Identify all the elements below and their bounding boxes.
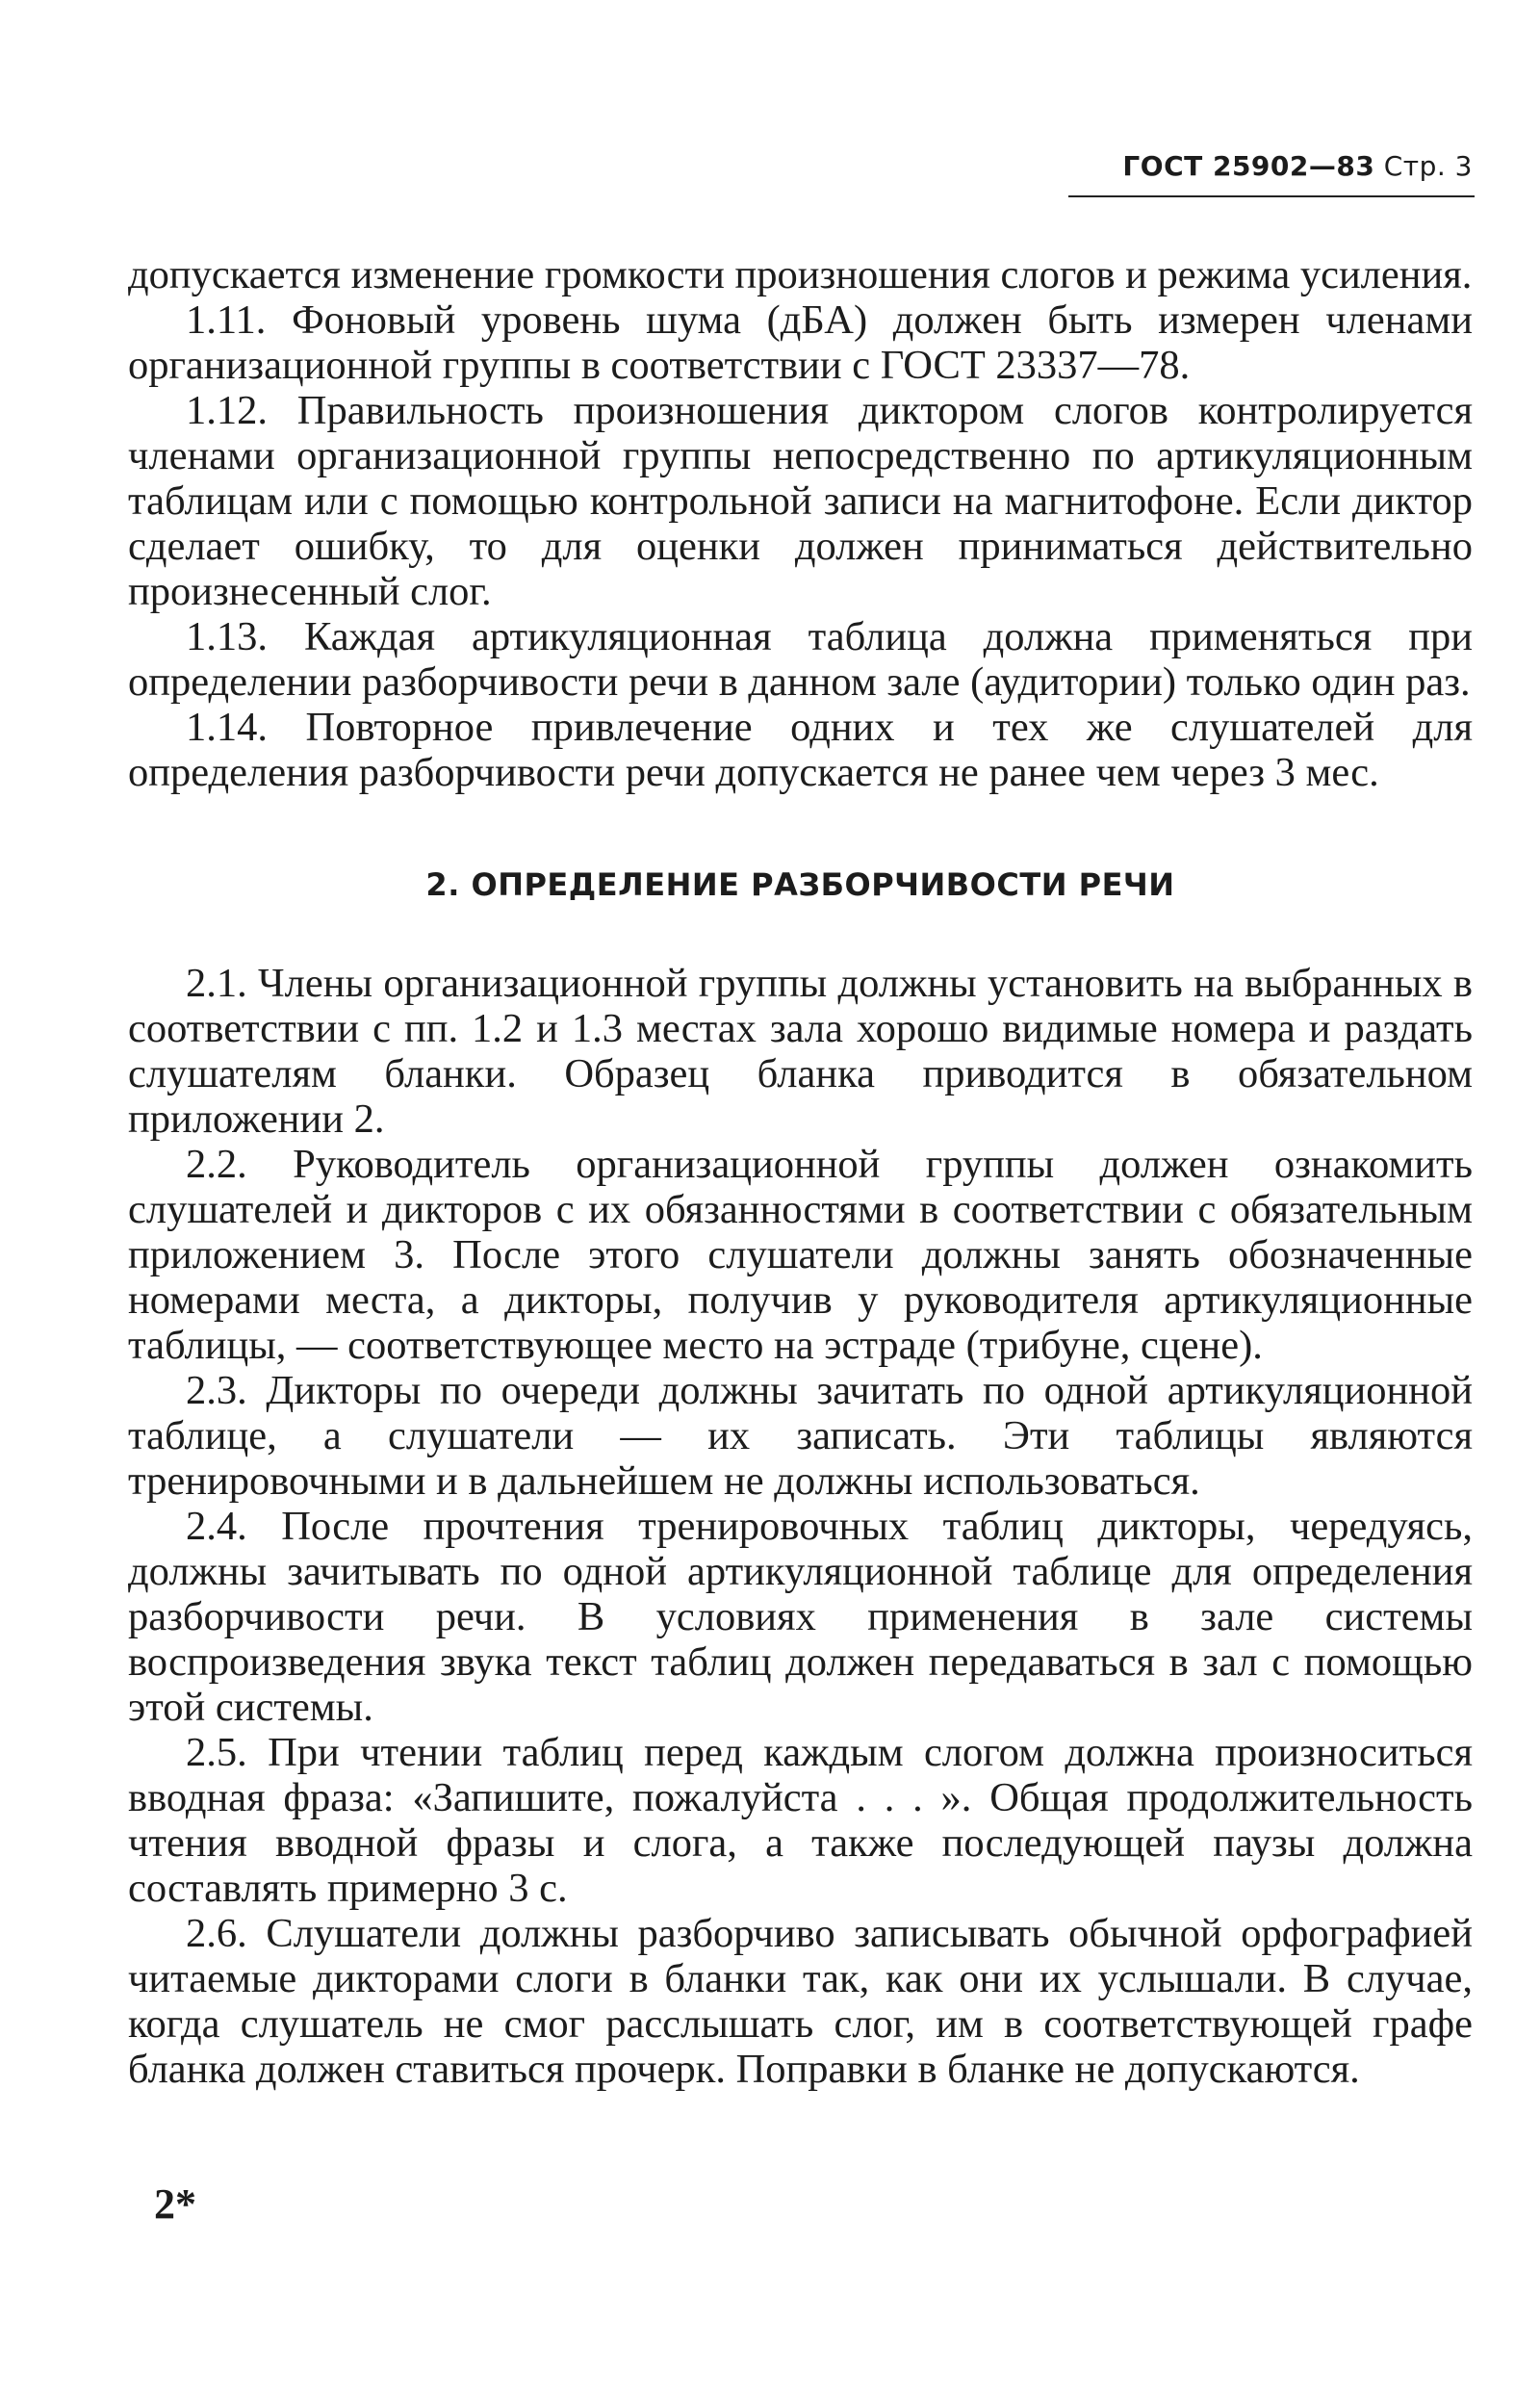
paragraph-2-5: 2.5. При чтении таблиц перед каждым слогом должна произноситься вводная фраза: «Запишите, пожалуйста . . . ». Общая продолжительность чтения вводной фразы и слога, а также последующей паузы должна составлять примерно 3 с. [128,1730,1473,1911]
paragraph-2-1: 2.1. Члены организационной группы должны установить на выбранных в соответствии с пп. 1.2 и 1.3 местах зала хорошо видимые номера и раздать слушателям бланки. Образец бланка приводится в обязательном приложении 2. [128,961,1473,1142]
signature-mark: 2* [154,2180,196,2228]
paragraph-2-3: 2.3. Дикторы по очереди должны зачитать по одной артикуляционной таблице, а слушатели — их записать. Эти таблицы являются тренировочными и в дальнейшем не должны использоваться. [128,1368,1473,1504]
paragraph-2-6: 2.6. Слушатели должны разборчиво записывать обычной орфографией читаемые дикторами слоги в бланки так, как они их услышали. В случае, когда слушатель не смог расслышать слог, им в соответствующей графе бланка должен ставиться прочерк. Поправки в бланке не допускаются. [128,1911,1473,2092]
paragraph-2-2: 2.2. Руководитель организационной группы должен ознакомить слушателей и дикторов с их обязанностями в соответствии с обязательным приложением 3. После этого слушатели должны занять обозначенные номерами места, а дикторы, получив у руководителя артикуляционные таблицы, — соответствующее место на эстраде (трибуне, сцене). [128,1142,1473,1368]
paragraph-continuation: допускается изменение громкости произношения слогов и режима усиления. [128,252,1473,297]
header-rule [1068,195,1475,197]
section-title: 2. ОПРЕДЕЛЕНИЕ РАЗБОРЧИВОСТИ РЕЧИ [425,866,1175,903]
standard-code: ГОСТ 25902—83 [1122,150,1375,182]
paragraph-2-4: 2.4. После прочтения тренировочных таблиц дикторы, чередуясь, должны зачитывать по одной артикуляционной таблице для определения разборчивости речи. В условиях применения в зале системы воспроизведения звука текст таблиц должен передаваться в зал с помощью этой системы. [128,1504,1473,1730]
paragraph-1-11: 1.11. Фоновый уровень шума (дБА) должен быть измерен членами организационной группы в соответствии с ГОСТ 23337—78. [128,297,1473,388]
page-number: Стр. 3 [1383,150,1473,182]
paragraph-1-13: 1.13. Каждая артикуляционная таблица должна применяться при определении разборчивости речи в данном зале (аудитории) только один раз. [128,614,1473,705]
paragraph-1-12: 1.12. Правильность произношения диктором слогов контролируется членами организационной группы непосредственно по артикуляционным таблицам или с помощью контрольной записи на магнитофоне. Если диктор сделает ошибку, то для оценки должен приниматься действительно произнесенный слог. [128,388,1473,614]
page-header [1066,150,1473,182]
paragraph-1-14: 1.14. Повторное привлечение одних и тех же слушателей для определения разборчивости речи допускается не ранее чем через 3 мес. [128,705,1473,795]
document-body [128,252,1473,2092]
